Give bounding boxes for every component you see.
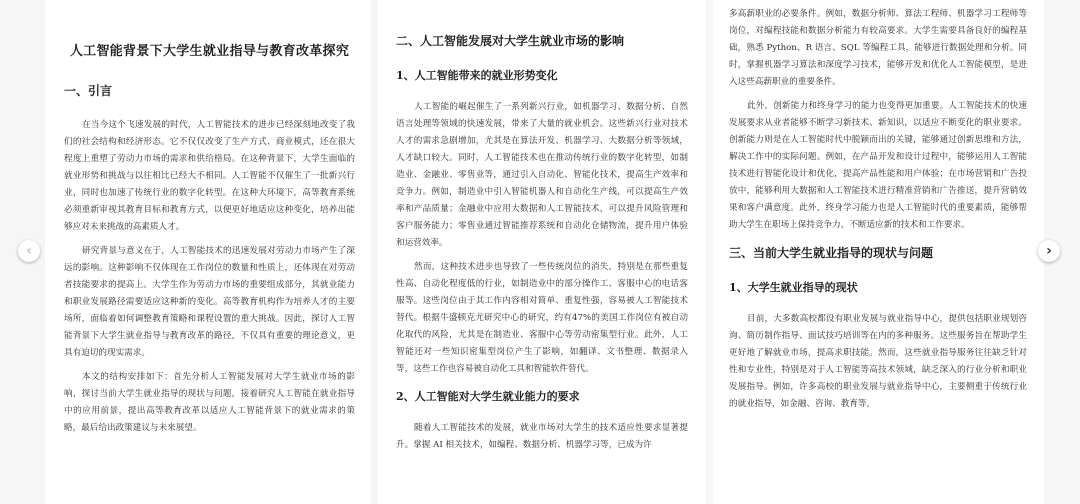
paragraph: 在当今这个飞速发展的时代，人工智能技术的进步已经深刻地改变了我们的社会结构和经济形态。它不仅仅改变了生产方式、商业模式，还在很大程度上重塑了劳动力市场的需求和供给格局。在这种背景下，大学生面临的就业形势和挑战与以往相比已经大不相同。人工智能不仅催生了一批新兴行业，同时也加速了传统行业的数字化转型。在这种大环境下，高等教育系统必须重新审视其教育目标和教育方式，以便更好地适应这种变化，培养出能够应对未来挑战的高素质人才。 xyxy=(64,120,355,232)
section-heading-introduction: 一、引言 xyxy=(64,84,113,98)
chevron-right-icon: › xyxy=(1046,243,1052,259)
subsection-heading: 2、人工智能对大学生就业能力的要求 xyxy=(396,390,580,403)
next-page-button[interactable] xyxy=(1038,240,1060,262)
document-page-2 xyxy=(378,0,706,504)
section-heading-2: 二、人工智能发展对大学生就业市场的影响 xyxy=(396,34,625,48)
paragraph: 随着人工智能技术的发展，就业市场对大学生的技术适应性要求显著提升。掌握 AI 相关技术，如编程、数据分析、机器学习等，已成为许 xyxy=(396,423,688,450)
paragraph: 目前，大多数高校都设有职业发展与就业指导中心，提供包括职业规划咨询、简历制作指导、面试技巧培训等在内的多种服务。这些服务旨在帮助学生更好地了解就业市场，提高求职技能。然而，这些就业指导服务往往缺乏针对性和专业性，特别是对于人工智能等高技术领域，缺乏深入的行业分析和职业发展指导。例如，许多高校的职业发展与就业指导中心，主要侧重于传统行业的就业指导，如金融、咨询、教育等， xyxy=(729,314,1027,409)
previous-page-button[interactable] xyxy=(18,240,40,262)
paragraph: 人工智能的崛起催生了一系列新兴行业，如机器学习、数据分析、自然语言处理等领域的快速发展，带来了大量的就业机会。这些新兴行业对技术人才的需求急剧增加，尤其是在算法开发、机器学习、大数据分析等领域，人才缺口较大。同时，人工智能技术也在推动传统行业的数字化转型，如制造业、金融业、零售业等，通过引入自动化、智能化技术，提高生产效率和竞争力。例如，制造业中引入智能机器人和自动化生产线，可以提高生产效率和产品质量；金融业中应用大数据和人工智能技术，可以提升风险管理和客户服务能力；零售业通过智能推荐系统和自动化仓储物流，提升用户体验和运营效率。 xyxy=(396,102,688,248)
paragraph: 多高薪职业的必要条件。例如，数据分析师、算法工程师、机器学习工程师等岗位，对编程技能和数据分析能力有较高要求。大学生需要具备良好的编程基础，熟悉 Python、R 语言、SQL 等编程工具，能够进行数据处理和分析。同时，掌握机器学习算法和深度学习技术，能够开发和优化人工智能模型，是进入这些高薪职业的重要条件。 xyxy=(729,9,1027,87)
paragraph: 研究背景与意义在于，人工智能技术的迅速发展对劳动力市场产生了深远的影响。这种影响不仅体现在工作岗位的数量和性质上，还体现在对劳动者技能要求的提高上。大学生作为劳动力市场的重要组成部分，其就业能力和职业发展路径需要适应这种新的变化。高等教育机构作为培养人才的主要场所，面临着如何调整教育策略和课程设置的重大挑战。因此，探讨人工智能背景下大学生就业指导与教育改革的路径，不仅具有重要的理论意义，更具有迫切的现实需求。 xyxy=(64,246,355,358)
subsection-heading: 1、人工智能带来的就业形势变化 xyxy=(396,69,558,82)
section-heading-3: 三、当前大学生就业指导的现状与问题 xyxy=(729,246,934,260)
document-page-3 xyxy=(713,0,1044,504)
paragraph: 本文的结构安排如下：首先分析人工智能发展对大学生就业市场的影响，探讨当前大学生就业指导的现状与问题，接着研究人工智能在就业指导中的应用前景，提出高等教育改革以适应人工智能背景下的就业需求的策略，最后给出政策建议与未来展望。 xyxy=(64,372,355,433)
paragraph: 此外，创新能力和终身学习的能力也变得更加重要。人工智能技术的快速发展要求从业者能够不断学习新技术、新知识，以适应不断变化的职业要求。创新能力则是在人工智能时代中脱颖而出的关键，能够通过创新思维和方法，解决工作中的实际问题。例如，在产品开发和设计过程中，能够运用人工智能技术进行智能化设计和优化，提高产品性能和用户体验；在市场营销和广告投放中，能够利用大数据和人工智能技术进行精准营销和广告推送，提升营销效果和客户满意度。此外，终身学习能力也是人工智能时代的重要素质，能够帮助大学生在职场上保持竞争力，不断适应新的技术和工作要求。 xyxy=(729,101,1027,230)
chevron-left-icon: ‹ xyxy=(26,243,32,259)
document-page-1 xyxy=(45,0,371,504)
page-title: 人工智能背景下大学生就业指导与教育改革探究 xyxy=(69,44,350,59)
paragraph: 然而，这种技术进步也导致了一些传统岗位的消失，特别是在那些重复性高、自动化程度低的行业，如制造业中的部分操作工、客服中心的电话客服等。这些岗位由于其工作内容相对简单、重复性强，容易被人工智能技术替代。根据牛盛顿克尤研究中心的研究，约有47%的美国工作岗位有被自动化取代的风险，尤其是在制造业、客服中心等劳动密集型行业。此外，人工智能还对一些知识密集型岗位产生了影响，如翻译、文书整理、数据录入等，这些工作也容易被自动化工具和智能软件替代。 xyxy=(396,262,688,374)
subsection-heading: 1、大学生就业指导的现状 xyxy=(729,281,858,294)
